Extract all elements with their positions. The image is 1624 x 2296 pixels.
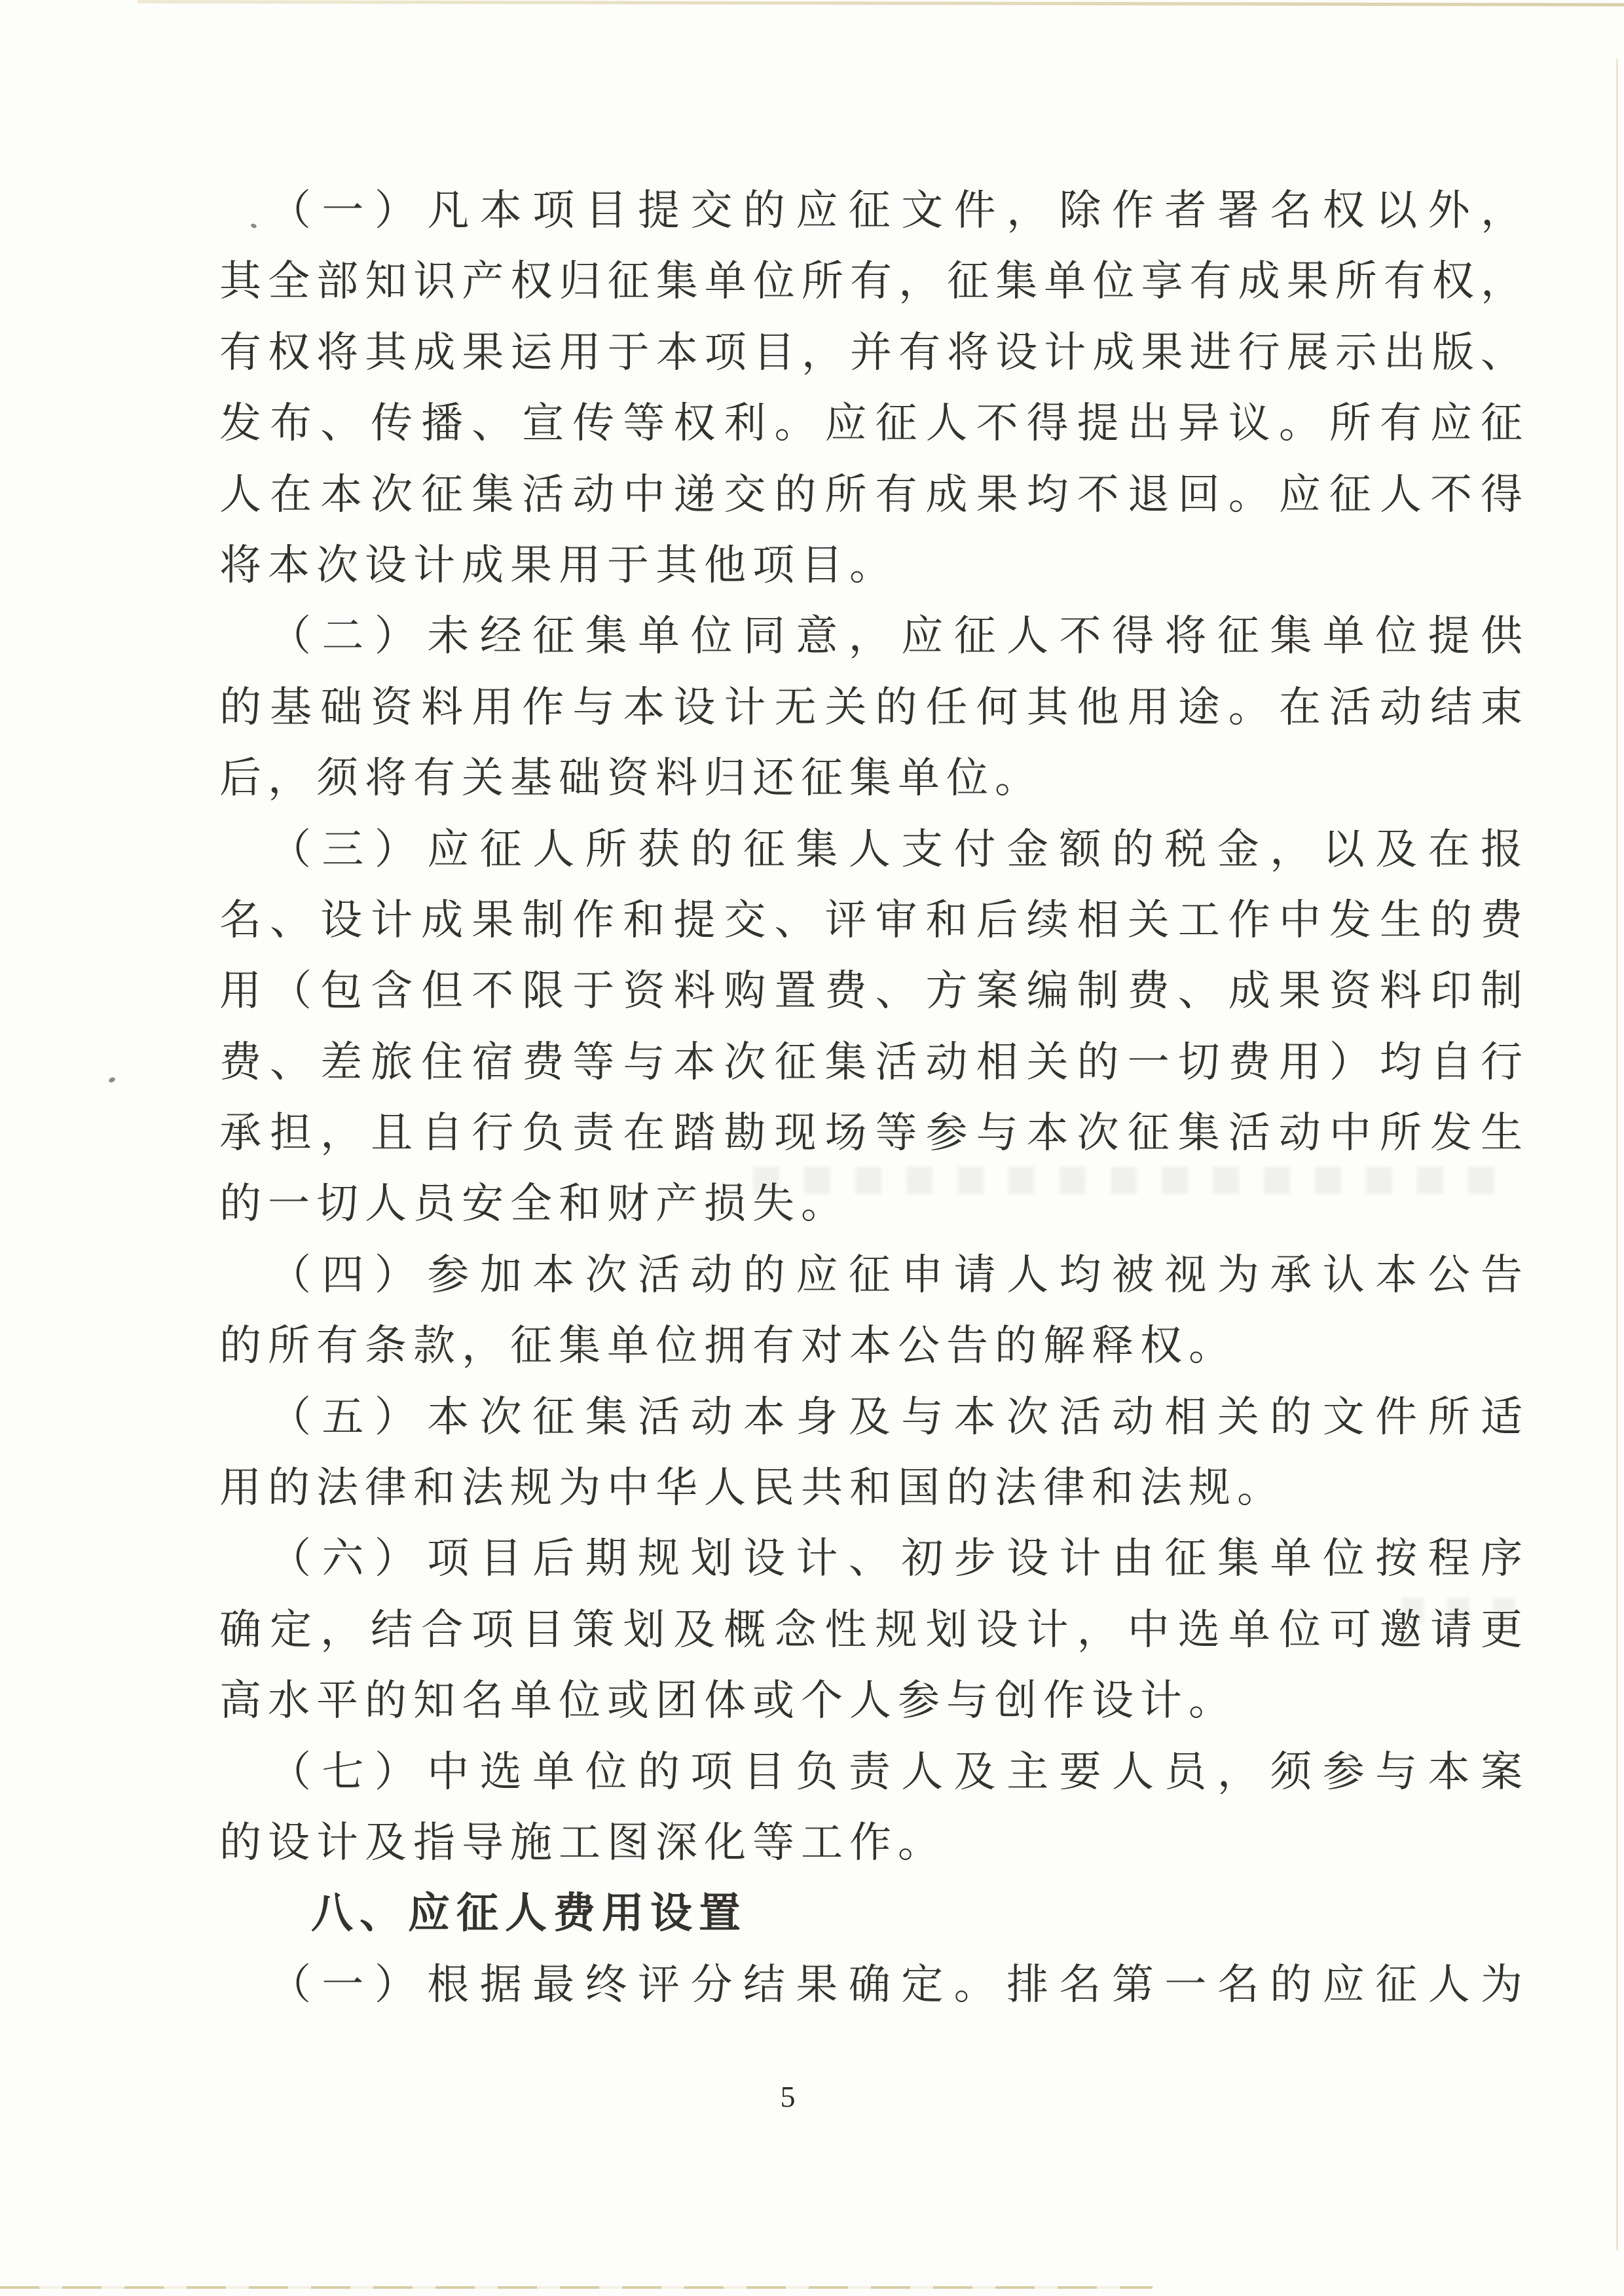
text-line: 用（包含但不限于资料购置费、方案编制费、成果资料印制 — [219, 968, 1529, 1015]
text-line: （六）项目后期规划设计、初步设计由征集单位按程序 — [269, 1535, 1529, 1582]
text-line: （七）中选单位的项目负责人及主要人员，须参与本案 — [269, 1748, 1529, 1795]
text-line: 发布、传播、宣传等权利。应征人不得提出异议。所有应征 — [219, 400, 1529, 447]
text-line: 后，须将有关基础资料归还征集单位。 — [219, 755, 1043, 802]
text-line: 名、设计成果制作和提交、评审和后续相关工作中发生的费 — [219, 896, 1529, 943]
scan-edge-bottom-artifact — [0, 2286, 1153, 2289]
text-line: （一）凡本项目提交的应征文件，除作者署名权以外， — [269, 187, 1529, 234]
document-body — [219, 175, 1529, 2020]
text-line: 有权将其成果运用于本项目，并有将设计成果进行展示出版、 — [219, 329, 1529, 376]
text-line: 费、差旅住宿费等与本次征集活动相关的一切费用）均自行 — [219, 1038, 1529, 1085]
text-line: 的所有条款，征集单位拥有对本公告的解释权。 — [219, 1322, 1237, 1370]
scan-edge-top-artifact — [138, 0, 1624, 7]
text-line: （五）本次征集活动本身及与本次活动相关的文件所适 — [269, 1393, 1529, 1440]
text-line: 将本次设计成果用于其他项目。 — [219, 541, 898, 589]
text-line: 用的法律和法规为中华人民共和国的法律和法规。 — [219, 1465, 1285, 1512]
text-line: 人在本次征集活动中递交的所有成果均不退回。应征人不得 — [219, 471, 1529, 518]
text-line: （二）未经征集单位同意，应征人不得将征集单位提供 — [269, 613, 1529, 660]
text-line: 八、应征人费用设置 — [311, 1890, 747, 1937]
scan-speck-artifact — [108, 1076, 116, 1084]
text-line: 承担，且自行负责在踏勘现场等参与本次征集活动中所发生 — [219, 1110, 1529, 1157]
page-number: 5 — [780, 2080, 796, 2113]
text-line: （三）应征人所获的征集人支付金额的税金，以及在报 — [269, 826, 1529, 873]
text-line: （一）根据最终评分结果确定。排名第一名的应征人为 — [269, 1961, 1529, 2008]
text-line: 的一切人员安全和财产损失。 — [219, 1180, 849, 1228]
text-line: 的设计及指导施工图深化等工作。 — [219, 1819, 946, 1866]
text-line: （四）参加本次活动的应征申请人均被视为承认本公告 — [269, 1251, 1529, 1298]
text-line: 确定，结合项目策划及概念性规划设计，中选单位可邀请更 — [219, 1606, 1529, 1653]
text-line: 高水平的知名单位或团体或个人参与创作设计。 — [219, 1677, 1237, 1724]
scan-edge-right-artifact — [1616, 59, 1618, 2250]
text-line: 的基础资料用作与本设计无关的任何其他用途。在活动结束 — [219, 683, 1529, 731]
text-line: 其全部知识产权归征集单位所有，征集单位享有成果所有权， — [219, 258, 1529, 305]
